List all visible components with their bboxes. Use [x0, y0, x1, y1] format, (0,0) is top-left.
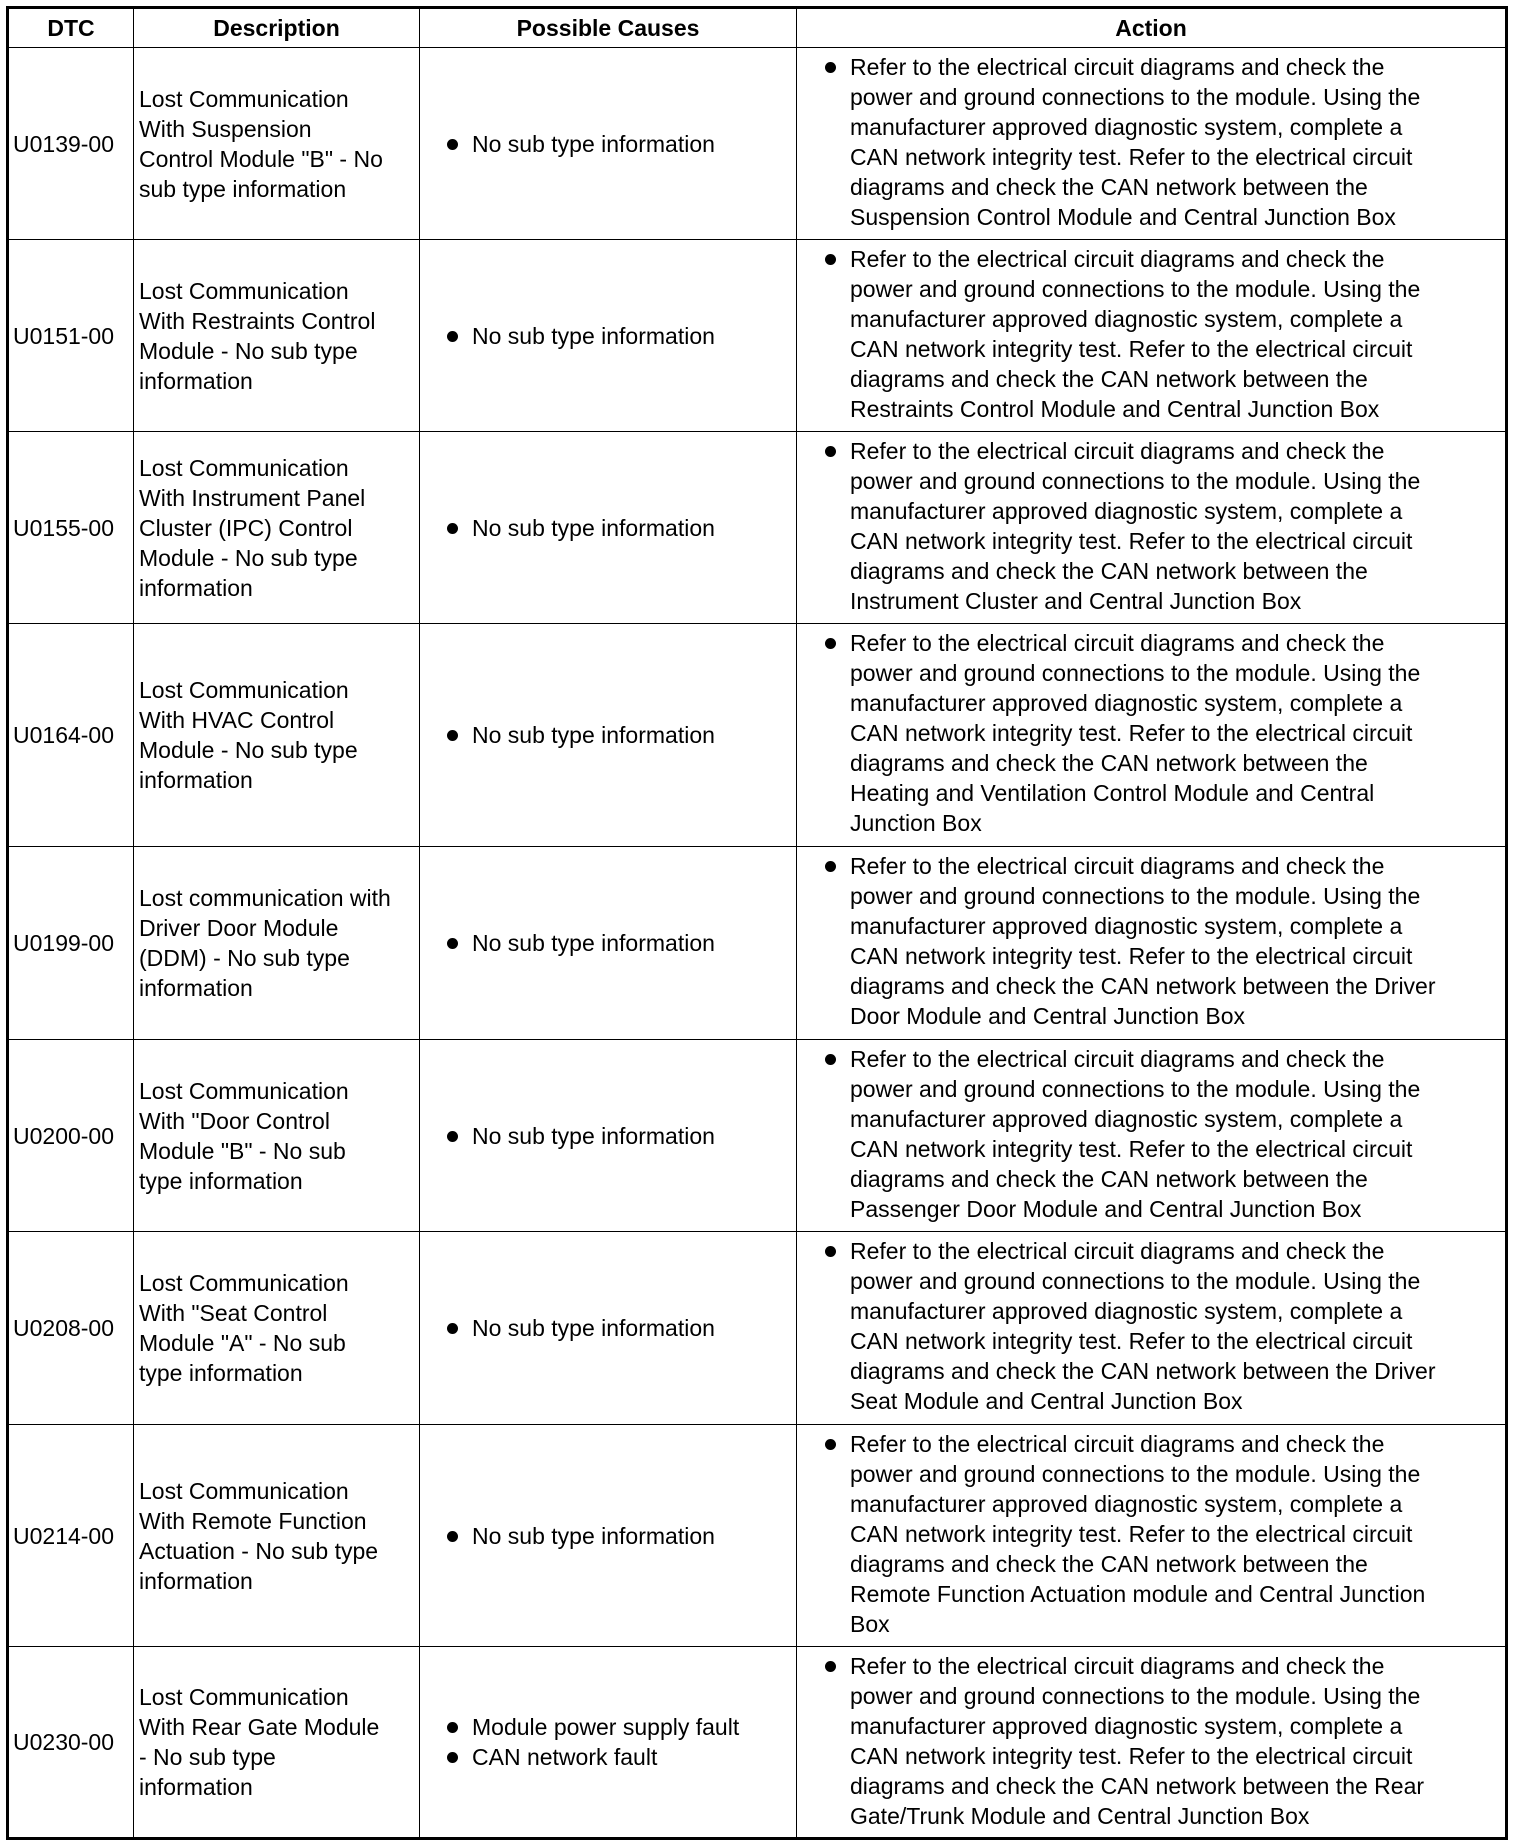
cause-item: No sub type information: [440, 513, 791, 543]
dtc-code: U0230-00: [8, 1647, 134, 1839]
description-cell: Lost communication with Driver Door Module (DDM) - No sub type information: [134, 847, 420, 1040]
description-cell: Lost Communication With Restraints Control Module - No sub type information: [134, 240, 420, 432]
action-item: Refer to the electrical circuit diagrams and check the power and ground connections to the module. Using the manufacturer approved diagnostic system, complete a CAN network integrity test. Refer to the electrical circuit diagrams and check the CAN network between the Restraints Control Module and Central Junction Box: [818, 244, 1500, 424]
dtc-code: U0155-00: [8, 432, 134, 624]
cause-item: No sub type information: [440, 1521, 791, 1551]
dtc-code: U0208-00: [8, 1232, 134, 1425]
action-item: Refer to the electrical circuit diagrams and check the power and ground connections to the module. Using the manufacturer approved diagnostic system, complete a CAN network integrity test. Refer to the electrical circuit diagrams and check the CAN network between the Driver Door Module and Central Junction Box: [818, 851, 1500, 1031]
dtc-table: [6, 6, 1508, 1840]
action-cell: [797, 1647, 1507, 1839]
table-row: [8, 1647, 1507, 1839]
table-row: [8, 1232, 1507, 1425]
action-list: [818, 52, 1500, 232]
possible-causes-cell: [420, 847, 797, 1040]
description-cell: Lost Communication With Instrument Panel Cluster (IPC) Control Module - No sub type information: [134, 432, 420, 624]
table-row: [8, 1040, 1507, 1232]
action-list: [818, 851, 1500, 1031]
possible-causes-cell: [420, 240, 797, 432]
causes-list: [440, 1521, 791, 1551]
description-cell: Lost Communication With "Seat Control Module "A" - No sub type information: [134, 1232, 420, 1425]
table-row: [8, 48, 1507, 240]
action-item: Refer to the electrical circuit diagrams and check the power and ground connections to the module. Using the manufacturer approved diagnostic system, complete a CAN network integrity test. Refer to the electrical circuit diagrams and check the CAN network between the Passenger Door Module and Central Junction Box: [818, 1044, 1500, 1224]
header-description: Description: [134, 8, 420, 48]
description-cell: Lost Communication With HVAC Control Module - No sub type information: [134, 624, 420, 847]
description-cell: Lost Communication With Rear Gate Module - No sub type information: [134, 1647, 420, 1839]
table-row: [8, 432, 1507, 624]
action-cell: [797, 240, 1507, 432]
description-cell: Lost Communication With "Door Control Module "B" - No sub type information: [134, 1040, 420, 1232]
action-item: Refer to the electrical circuit diagrams and check the power and ground connections to the module. Using the manufacturer approved diagnostic system, complete a CAN network integrity test. Refer to the electrical circuit diagrams and check the CAN network between the Instrument Cluster and Central Junction Box: [818, 436, 1500, 616]
causes-list: [440, 513, 791, 543]
dtc-code: U0199-00: [8, 847, 134, 1040]
table-row: [8, 847, 1507, 1040]
header-row: [8, 8, 1507, 48]
possible-causes-cell: [420, 1040, 797, 1232]
action-cell: [797, 847, 1507, 1040]
cause-item: No sub type information: [440, 321, 791, 351]
causes-list: [440, 1121, 791, 1151]
action-cell: [797, 1040, 1507, 1232]
table-row: [8, 240, 1507, 432]
causes-list: [440, 928, 791, 958]
action-list: [818, 628, 1500, 838]
action-cell: [797, 48, 1507, 240]
dtc-code: U0151-00: [8, 240, 134, 432]
cause-item: No sub type information: [440, 720, 791, 750]
causes-list: [440, 720, 791, 750]
action-cell: [797, 432, 1507, 624]
possible-causes-cell: [420, 1647, 797, 1839]
dtc-code: U0200-00: [8, 1040, 134, 1232]
cause-item: No sub type information: [440, 1121, 791, 1151]
table-row: [8, 624, 1507, 847]
cause-item: Module power supply fault: [440, 1712, 791, 1742]
action-cell: [797, 624, 1507, 847]
causes-list: [440, 1313, 791, 1343]
action-list: [818, 1044, 1500, 1224]
table-row: [8, 1425, 1507, 1647]
cause-item: No sub type information: [440, 129, 791, 159]
action-cell: [797, 1425, 1507, 1647]
dtc-code: U0139-00: [8, 48, 134, 240]
dtc-code: U0164-00: [8, 624, 134, 847]
action-list: [818, 1429, 1500, 1639]
action-list: [818, 1236, 1500, 1416]
possible-causes-cell: [420, 1425, 797, 1647]
action-list: [818, 244, 1500, 424]
action-list: [818, 1651, 1500, 1831]
possible-causes-cell: [420, 1232, 797, 1425]
possible-causes-cell: [420, 48, 797, 240]
causes-list: [440, 129, 791, 159]
cause-item: CAN network fault: [440, 1742, 791, 1772]
possible-causes-cell: [420, 432, 797, 624]
action-item: Refer to the electrical circuit diagrams and check the power and ground connections to the module. Using the manufacturer approved diagnostic system, complete a CAN network integrity test. Refer to the electrical circuit diagrams and check the CAN network between the Driver Seat Module and Central Junction Box: [818, 1236, 1500, 1416]
header-possible-causes: Possible Causes: [420, 8, 797, 48]
description-cell: Lost Communication With Remote Function Actuation - No sub type information: [134, 1425, 420, 1647]
header-dtc: DTC: [8, 8, 134, 48]
description-cell: Lost Communication With Suspension Control Module "B" - No sub type information: [134, 48, 420, 240]
header-action: Action: [797, 8, 1507, 48]
action-item: Refer to the electrical circuit diagrams and check the power and ground connections to the module. Using the manufacturer approved diagnostic system, complete a CAN network integrity test. Refer to the electrical circuit diagrams and check the CAN network between the Heating and Ventilation Control Module and Central Junction Box: [818, 628, 1500, 838]
cause-item: No sub type information: [440, 928, 791, 958]
cause-item: No sub type information: [440, 1313, 791, 1343]
action-item: Refer to the electrical circuit diagrams and check the power and ground connections to the module. Using the manufacturer approved diagnostic system, complete a CAN network integrity test. Refer to the electrical circuit diagrams and check the CAN network between the Rear Gate/Trunk Module and Central Junction Box: [818, 1651, 1500, 1831]
causes-list: [440, 321, 791, 351]
action-item: Refer to the electrical circuit diagrams and check the power and ground connections to the module. Using the manufacturer approved diagnostic system, complete a CAN network integrity test. Refer to the electrical circuit diagrams and check the CAN network between the Suspension Control Module and Central Junction Box: [818, 52, 1500, 232]
action-item: Refer to the electrical circuit diagrams and check the power and ground connections to the module. Using the manufacturer approved diagnostic system, complete a CAN network integrity test. Refer to the electrical circuit diagrams and check the CAN network between the Remote Function Actuation module and Central Junction Box: [818, 1429, 1500, 1639]
causes-list: [440, 1712, 791, 1772]
action-list: [818, 436, 1500, 616]
dtc-code: U0214-00: [8, 1425, 134, 1647]
action-cell: [797, 1232, 1507, 1425]
possible-causes-cell: [420, 624, 797, 847]
